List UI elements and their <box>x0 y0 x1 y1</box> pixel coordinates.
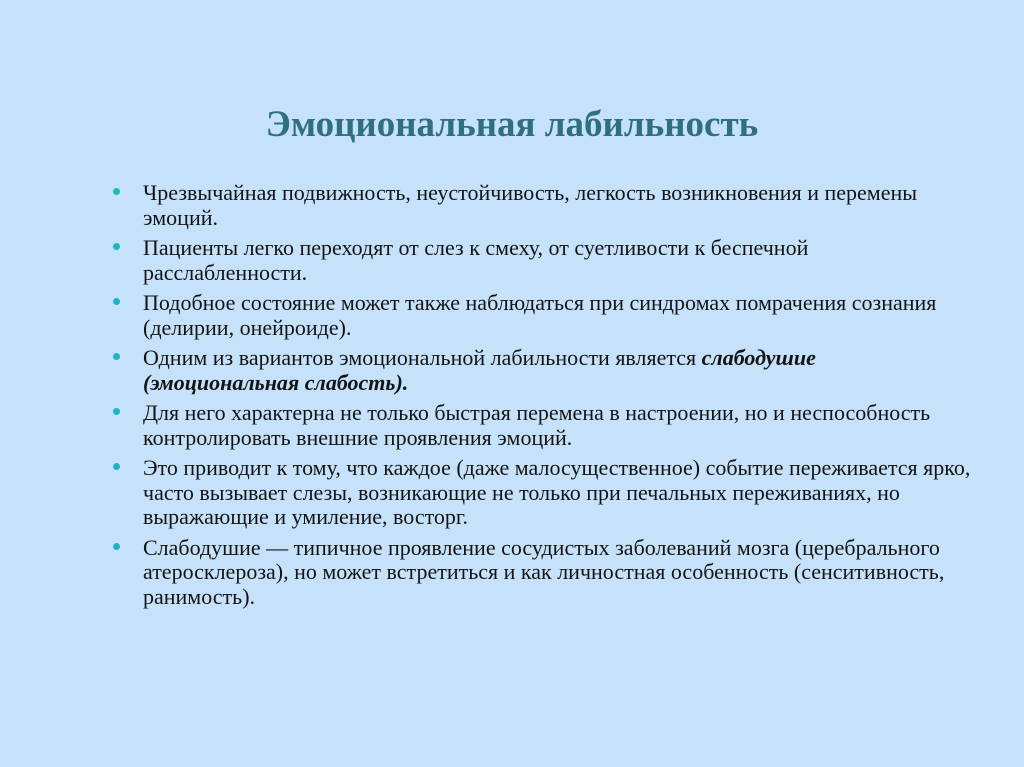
bullet-dot-icon <box>113 298 120 305</box>
bullet-text: Пациенты легко переходят от слез к смеху, от суетливости к беспечной расслабленности. <box>143 235 809 285</box>
bullet-list <box>111 181 971 615</box>
bullet-dot-icon <box>113 353 120 360</box>
slide-title: Эмоциональная лабильность <box>265 104 759 145</box>
bullet-dot-icon <box>113 188 120 195</box>
bullet-dot-icon <box>113 243 120 250</box>
bullet-item <box>111 536 971 610</box>
bullet-text: Для него характерна не только быстрая перемена в настроении, но и неспособность контролировать внешние проявления эмоций. <box>143 400 931 450</box>
bullet-item <box>111 291 971 340</box>
bullet-item <box>111 456 971 530</box>
bullet-dot-icon <box>113 408 120 415</box>
bullet-text: Чрезвычайная подвижность, неустойчивость, легкость возникновения и перемены эмоций. <box>143 180 918 230</box>
bullet-text: Слабодушие — типичное проявление сосудистых заболеваний мозга (церебрального атеросклероза), но может встретиться и как личностная особенность (сенситивность, ранимость). <box>143 534 945 609</box>
bullet-item <box>111 346 971 395</box>
bullet-dot-icon <box>113 543 120 550</box>
bullet-dot-icon <box>113 463 120 470</box>
bullet-text: Подобное состояние может также наблюдаться при синдромах помрачения сознания (делирии, онейроиде). <box>143 290 937 340</box>
bullet-text: Одним из вариантов эмоциональной лабильности является <box>143 345 702 370</box>
bullet-text: Это приводит к тому, что каждое (даже малосущественное) событие переживается ярко, часто вызывает слезы, возникающие не только при печальных переживаниях, но выражающие и умиление, восторг. <box>143 455 971 529</box>
bullet-emphasis: слабодушие (эмоциональная слабость). <box>143 345 816 395</box>
bullet-item <box>111 236 971 285</box>
bullet-item <box>111 181 971 230</box>
bullet-item <box>111 401 971 450</box>
